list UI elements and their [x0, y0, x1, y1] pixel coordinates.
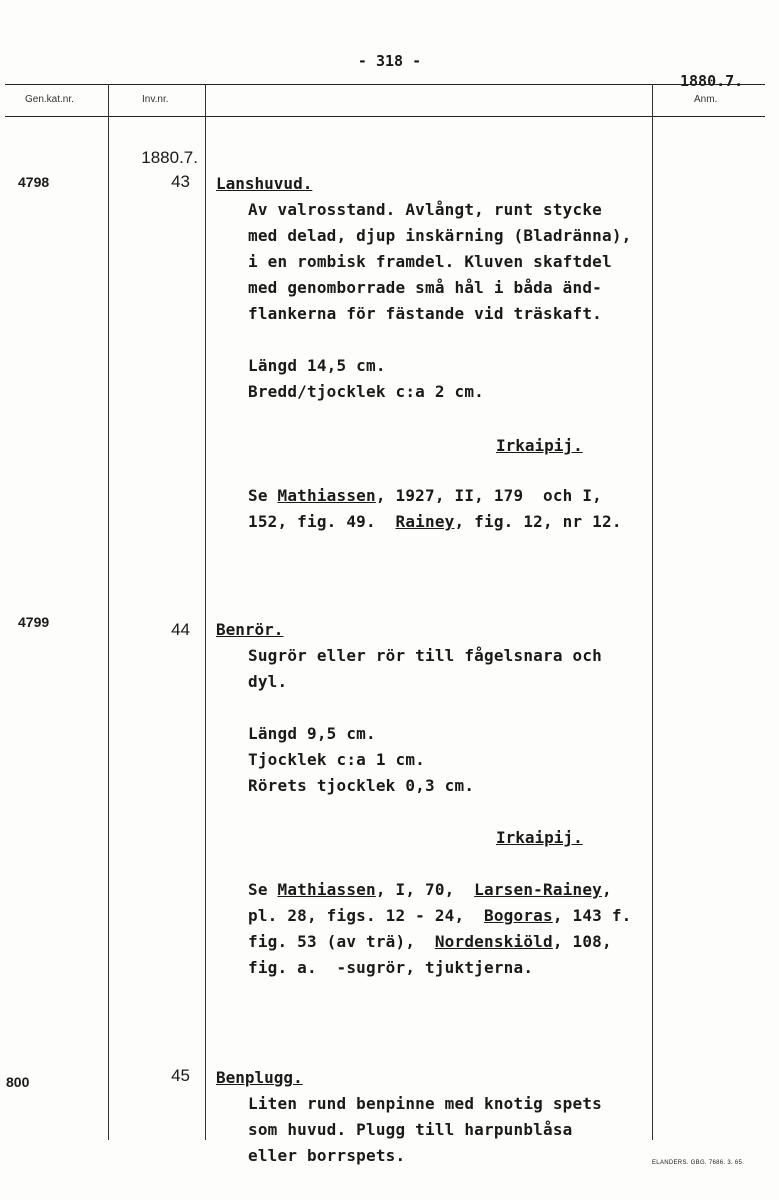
column-rule-inv-text: [205, 84, 206, 1140]
reference-line: fig. a. -sugrör, tjuktjerna.: [248, 958, 534, 977]
description-line: eller borrspets.: [248, 1146, 406, 1165]
description-line: i en rombisk framdel. Kluven skaftdel: [248, 252, 612, 271]
ref-text: , I, 70,: [375, 880, 475, 899]
ref-author: Bogoras: [484, 906, 553, 925]
ref-text: , fig. 12, nr 12.: [454, 512, 622, 531]
description-line: flankerna för fästande vid träskaft.: [248, 304, 602, 323]
column-rule-text-anm: [652, 84, 653, 1140]
description-line: Av valrosstand. Avlångt, runt stycke: [248, 200, 602, 219]
entry-title: Benplugg.: [216, 1068, 303, 1087]
ref-text: , 143 f.: [552, 906, 632, 925]
printer-imprint: ELANDERS. GBG. 7686. 3. 65.: [652, 1160, 745, 1166]
column-header-gen: Gen.kat.nr.: [25, 94, 74, 105]
ref-text: , 108,: [552, 932, 612, 951]
description-line: med genomborrade små hål i båda änd-: [248, 278, 602, 297]
reference-line: [248, 486, 602, 505]
measure-line: Längd 9,5 cm.: [248, 724, 376, 743]
description-line: som huvud. Plugg till harpunblåsa: [248, 1120, 573, 1139]
ref-text: , 1927, II, 179 och I,: [375, 486, 602, 505]
ref-prefix: 152, fig. 49.: [248, 512, 396, 531]
year-label: 1880.7.: [141, 148, 198, 167]
entry-title: Lanshuvud.: [216, 174, 313, 193]
measure-line: Bredd/tjocklek c:a 2 cm.: [248, 382, 484, 401]
header-top-rule: [5, 84, 765, 85]
ref-author: Mathiassen: [277, 880, 376, 899]
column-header-anm: Anm.: [694, 94, 718, 105]
column-header-inv: Inv.nr.: [142, 94, 169, 105]
measure-line: Tjocklek c:a 1 cm.: [248, 750, 425, 769]
reference-line: [248, 906, 632, 925]
description-line: med delad, djup inskärning (Bladränna),: [248, 226, 632, 245]
description-line: dyl.: [248, 672, 288, 691]
inv-number: 44: [171, 620, 190, 639]
ref-author: Rainey: [395, 512, 455, 531]
measure-line: Längd 14,5 cm.: [248, 356, 386, 375]
ref-prefix: Se: [248, 880, 278, 899]
ref-author: Nordenskiöld: [434, 932, 553, 951]
column-rule-gen-inv: [108, 84, 109, 1140]
page-number: - 318 -: [357, 52, 422, 70]
ref-author: Mathiassen: [277, 486, 376, 505]
inv-number: 43: [171, 172, 190, 191]
reference-line: [248, 512, 622, 531]
ref-text: ,: [601, 880, 612, 899]
description-line: Sugrör eller rör till fågelsnara och: [248, 646, 602, 665]
gen-number: 800: [6, 1074, 30, 1090]
ref-prefix: Se: [248, 486, 278, 505]
measure-line: Rörets tjocklek 0,3 cm.: [248, 776, 475, 795]
location-label: Irkaipij.: [496, 436, 583, 455]
ref-prefix: fig. 53 (av trä),: [248, 932, 435, 951]
gen-number: 4799: [18, 614, 50, 630]
header-bottom-rule: [5, 116, 765, 117]
reference-line: [248, 880, 612, 899]
ref-author: Larsen-Rainey: [474, 880, 602, 899]
reference-line: [248, 932, 612, 951]
corner-reference: 1880.7.: [680, 72, 744, 90]
description-line: Liten rund benpinne med knotig spets: [248, 1094, 602, 1113]
inv-number: 45: [171, 1066, 190, 1085]
gen-number: 4798: [18, 174, 50, 190]
ref-prefix: pl. 28, figs. 12 - 24,: [248, 906, 484, 925]
entry-title: Benrör.: [216, 620, 284, 639]
location-label: Irkaipij.: [496, 828, 583, 847]
